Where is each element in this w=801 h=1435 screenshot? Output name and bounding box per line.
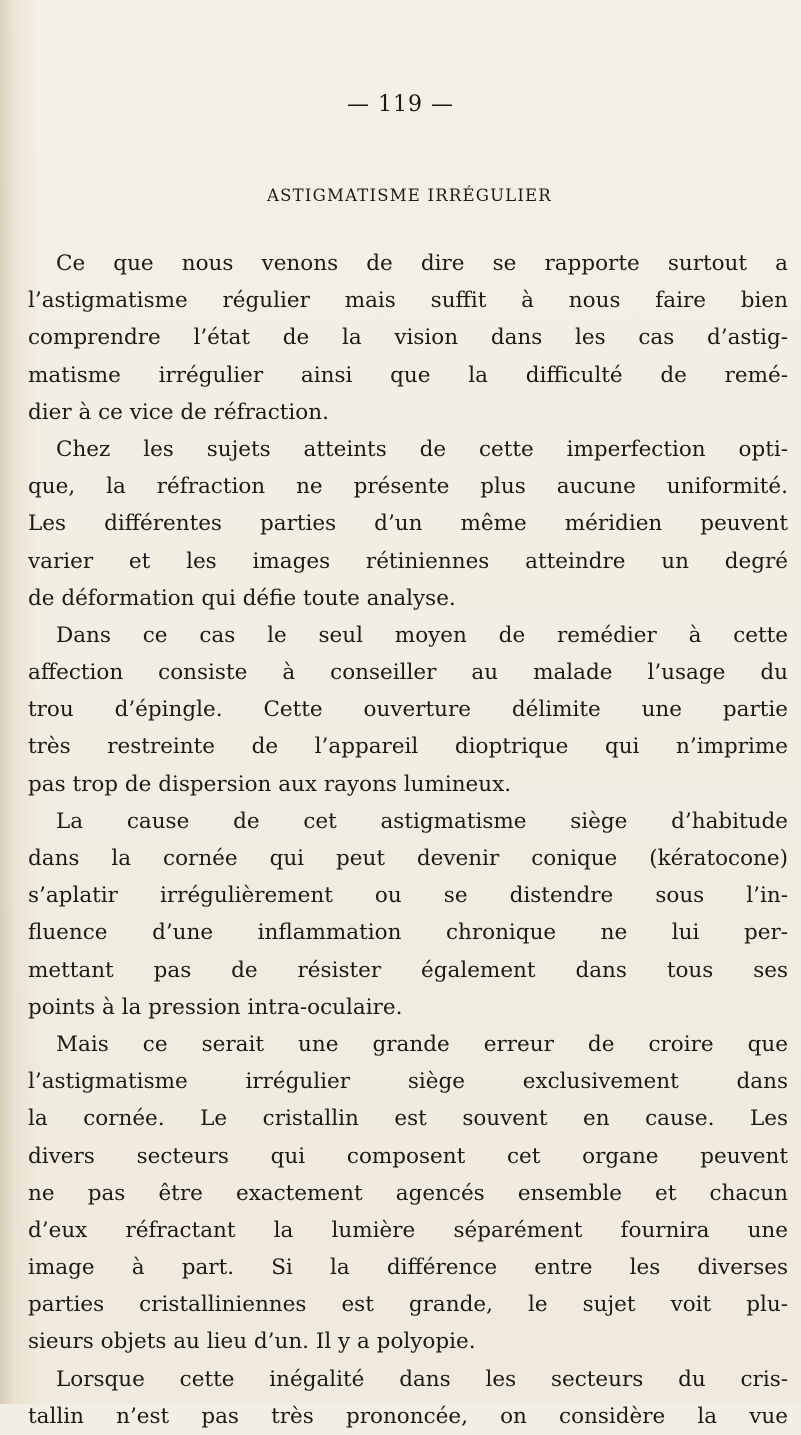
text-line: comprendre l’état de la vision dans les cas d’astig- — [28, 325, 788, 351]
text-line: très restreinte de l’appareil dioptrique qui n’imprime — [28, 734, 788, 760]
text-line: matisme irrégulier ainsi que la difficulté de remé- — [28, 362, 788, 388]
text-line: pas trop de dispersion aux rayons lumineux. — [28, 771, 512, 797]
text-line: s’aplatir irrégulièrement ou se distendre sous l’in- — [28, 883, 788, 909]
text-line: La cause de cet astigmatisme siège d’habitude — [56, 808, 788, 834]
text-line: dans la cornée qui peut devenir conique (kératocone) — [28, 846, 788, 871]
text-line: divers secteurs qui composent cet organe peuvent — [28, 1143, 788, 1169]
page-number: — 119 — — [347, 92, 454, 117]
text-line: trou d’épingle. Cette ouverture délimite une partie — [28, 697, 788, 723]
text-line: que, la réfraction ne présente plus aucune uniformité. — [28, 474, 788, 500]
text-line: la cornée. Le cristallin est souvent en cause. Les — [28, 1106, 788, 1132]
text-line: Lorsque cette inégalité dans les secteurs du cris- — [56, 1366, 788, 1392]
text-line: Mais ce serait une grande erreur de croire que — [56, 1031, 788, 1057]
text-line: Dans ce cas le seul moyen de remédier à cette — [56, 622, 788, 648]
text-line: de déformation qui défie toute analyse. — [28, 585, 456, 611]
text-line: Chez les sujets atteints de cette imperfection opti- — [56, 436, 788, 462]
text-line: fluence d’une inflammation chronique ne lui per- — [28, 920, 788, 946]
body-text — [28, 245, 788, 1435]
text-line: dier à ce vice de réfraction. — [28, 399, 329, 425]
text-line: Les différentes parties d’un même méridien peuvent — [28, 511, 788, 537]
text-line: d’eux réfractant la lumière séparément fournira une — [28, 1217, 788, 1243]
text-line: Ce que nous venons de dire se rapporte surtout a — [56, 251, 788, 276]
text-line: image à part. Si la différence entre les diverses — [28, 1255, 788, 1281]
text-line: parties cristalliniennes est grande, le sujet voit plu- — [28, 1292, 788, 1318]
text-line: points à la pression intra-oculaire. — [28, 994, 403, 1020]
text-line: tallin n’est pas très prononcée, on considère la vue — [28, 1403, 788, 1429]
text-line: l’astigmatisme irrégulier siège exclusivement dans — [28, 1069, 788, 1095]
text-line: varier et les images rétiniennes atteindre un degré — [28, 548, 788, 574]
text-line: ne pas être exactement agencés ensemble et chacun — [28, 1180, 788, 1206]
running-title: ASTIGMATISME IRRÉGULIER — [267, 186, 552, 205]
text-line: l’astigmatisme régulier mais suffit à nous faire bien — [28, 288, 788, 314]
text-line: mettant pas de résister également dans tous ses — [28, 957, 788, 983]
text-line: sieurs objets au lieu d’un. Il y a polyopie. — [28, 1329, 476, 1355]
text-line: affection consiste à conseiller au malade l’usage du — [28, 660, 788, 686]
